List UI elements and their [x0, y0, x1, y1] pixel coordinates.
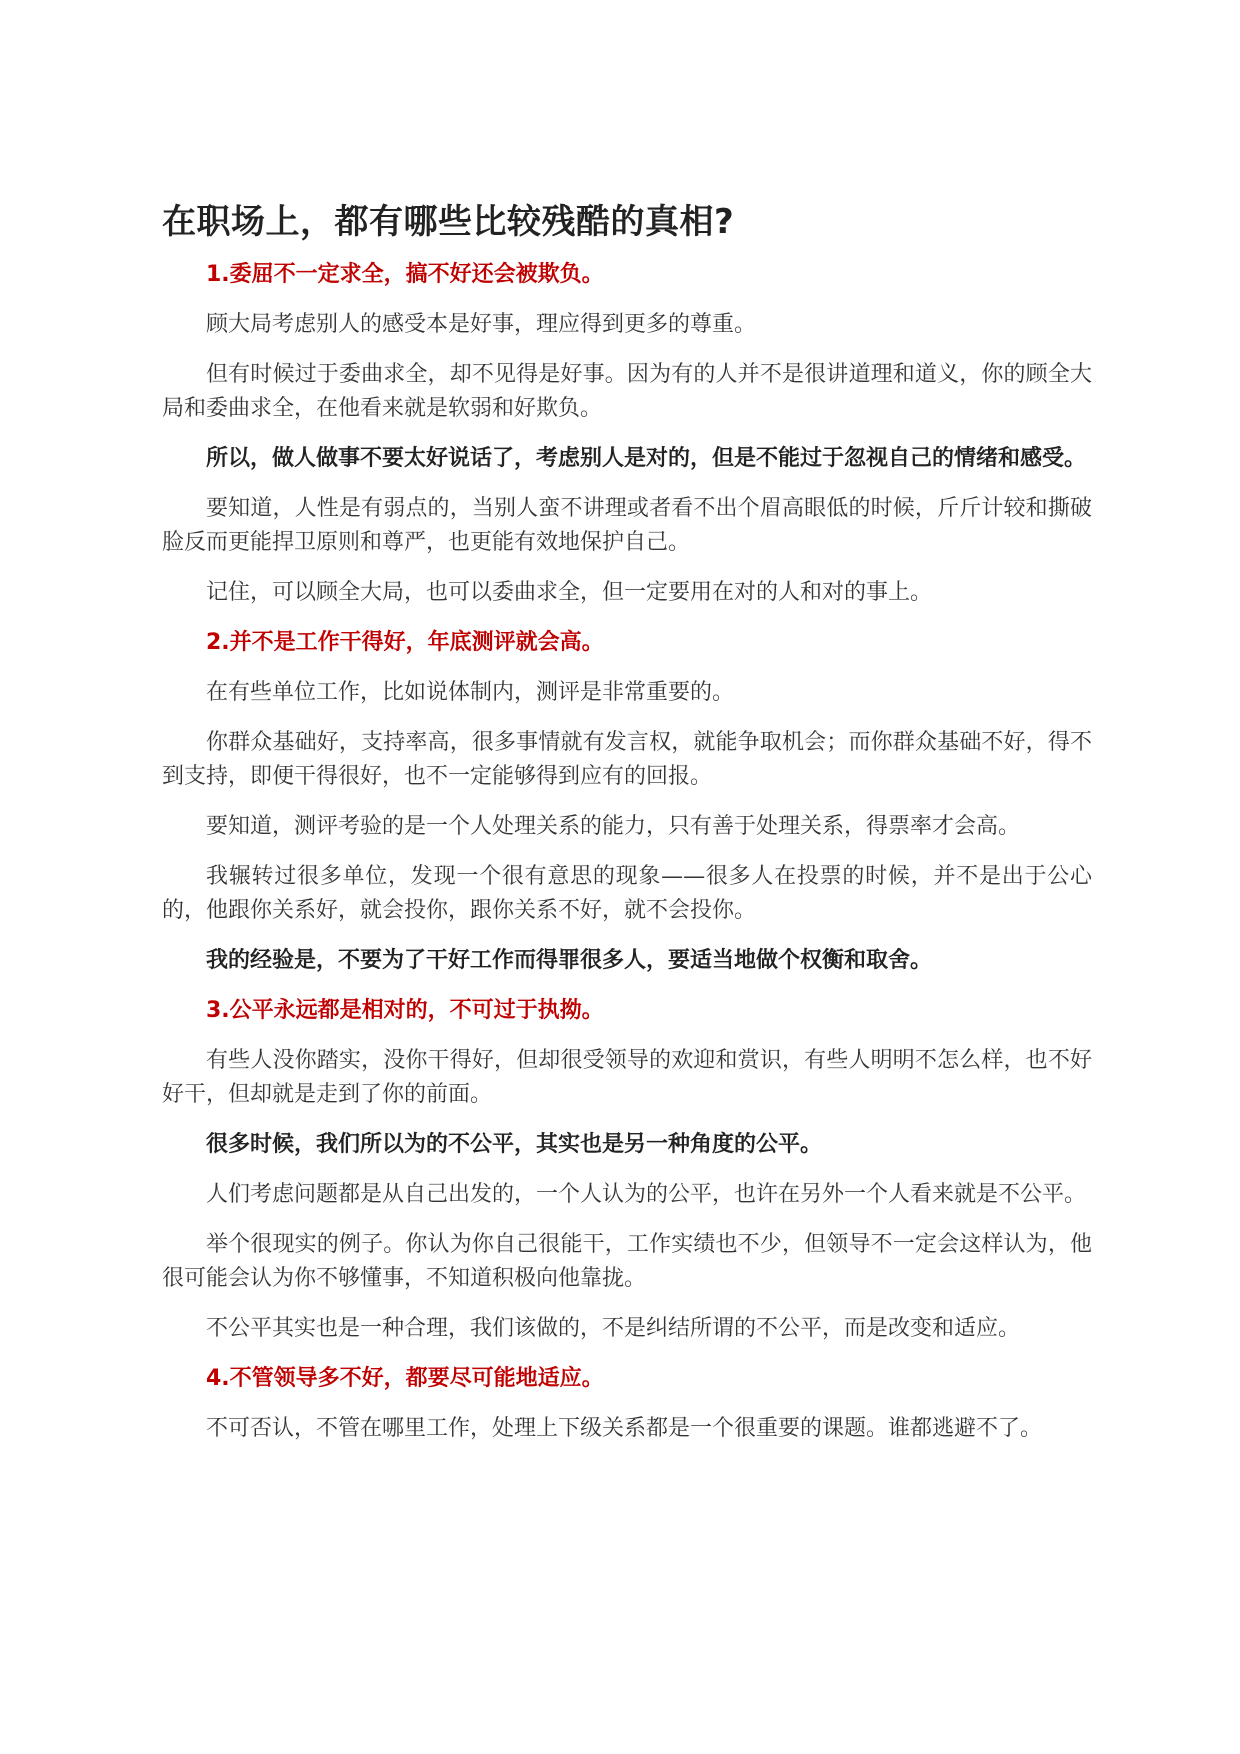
- body-paragraph: 在有些单位工作，比如说体制内，测评是非常重要的。: [206, 680, 735, 705]
- body-paragraph: 要知道，人性是有弱点的，当别人蛮不讲理或者看不出个眉高眼低的时候，斤斤计较和撕破脸反而更能捍卫原则和尊严，也更能有效地保护自己。: [162, 496, 1092, 555]
- body-paragraph: 不公平其实也是一种合理，我们该做的，不是纠结所谓的不公平，而是改变和适应。: [206, 1316, 1021, 1341]
- body-paragraph: 不可否认，不管在哪里工作，处理上下级关系都是一个很重要的课题。谁都逃避不了。: [206, 1416, 1043, 1441]
- paragraph-list: [162, 258, 1092, 1446]
- body-paragraph: 我辗转过很多单位，发现一个很有意思的现象——很多人在投票的时候，并不是出于公心的，他跟你关系好，就会投你，跟你关系不好，就不会投你。: [162, 864, 1092, 923]
- body-paragraph: 有些人没你踏实，没你干得好，但却很受领导的欢迎和赏识，有些人明明不怎么样，也不好好干，但却就是走到了你的前面。: [162, 1048, 1092, 1107]
- body-paragraph: 人们考虑问题都是从自己出发的，一个人认为的公平，也许在另外一个人看来就是不公平。: [206, 1182, 1087, 1207]
- body-paragraph: 记住，可以顾全大局，也可以委曲求全，但一定要用在对的人和对的事上。: [206, 580, 933, 605]
- emphasized-paragraph: 我的经验是，不要为了干好工作而得罪很多人，要适当地做个权衡和取舍。: [206, 948, 933, 973]
- body-paragraph: 举个很现实的例子。你认为你自己很能干，工作实绩也不少，但领导不一定会这样认为，他很可能会认为你不够懂事，不知道积极向他靠拢。: [162, 1232, 1092, 1291]
- section-heading: 2.并不是工作干得好，年底测评就会高。: [206, 630, 604, 655]
- body-paragraph: 但有时候过于委曲求全，却不见得是好事。因为有的人并不是很讲道理和道义，你的顾全大局和委曲求全，在他看来就是软弱和好欺负。: [162, 362, 1092, 421]
- body-paragraph: 顾大局考虑别人的感受本是好事，理应得到更多的尊重。: [206, 312, 757, 337]
- document-title: 在职场上，都有哪些比较残酷的真相?: [162, 202, 735, 242]
- section-heading: 4.不管领导多不好，都要尽可能地适应。: [206, 1366, 604, 1391]
- emphasized-paragraph: 很多时候，我们所以为的不公平，其实也是另一种角度的公平。: [206, 1132, 823, 1157]
- emphasized-paragraph: 所以，做人做事不要太好说话了，考虑别人是对的，但是不能过于忽视自己的情绪和感受。: [206, 446, 1087, 471]
- section-heading: 1.委屈不一定求全，搞不好还会被欺负。: [206, 262, 604, 287]
- section-heading: 3.公平永远都是相对的，不可过于执拗。: [206, 998, 604, 1023]
- body-paragraph: 你群众基础好，支持率高，很多事情就有发言权，就能争取机会；而你群众基础不好，得不到支持，即便干得很好，也不一定能够得到应有的回报。: [162, 730, 1092, 789]
- body-paragraph: 要知道，测评考验的是一个人处理关系的能力，只有善于处理关系，得票率才会高。: [206, 814, 1021, 839]
- document-content: [162, 200, 1092, 1462]
